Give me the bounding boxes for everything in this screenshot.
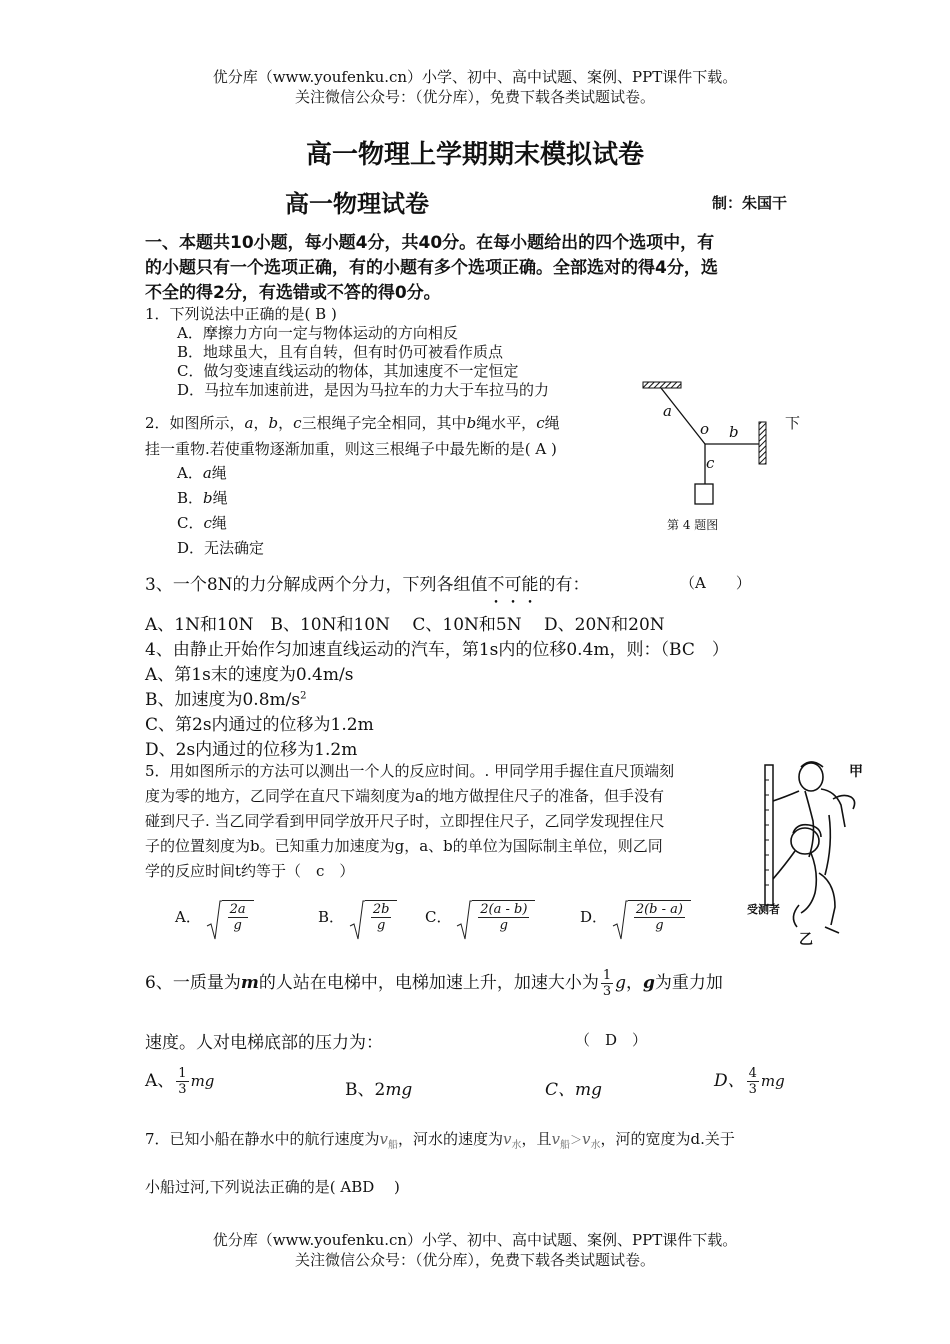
question-2-option: C．c绳 xyxy=(177,514,227,532)
weight-block xyxy=(695,484,713,504)
question-6-stem-line-2: 速度。人对电梯底部的压力为： xyxy=(145,1033,383,1053)
question-5-line: 5．用如图所示的方法可以测出一个人的反应时间。. 甲同学用手握住直尺顶端刻 xyxy=(145,762,675,780)
question-1-option: B．地球虽大，且有自转，但有时仍可被看作质点 xyxy=(177,343,504,361)
question-5-line: 学的反应时间t约等于（ c ） xyxy=(145,862,355,880)
question-3-stem: 3、一个8N的力分解成两个分力，下列各组值不可能的有： xyxy=(145,575,590,595)
figure-caption: 第 4 题图 xyxy=(667,518,719,532)
question-2-option: B．b绳 xyxy=(177,489,228,507)
question-7-stem-line-2: 小船过河,下列说法正确的是( ABD ) xyxy=(145,1178,400,1196)
label-a: a xyxy=(663,402,672,420)
header-line-2: 关注微信公众号：（优分库），免费下载各类试题试卷。 xyxy=(294,88,655,106)
question-2-stem-tail: 下 xyxy=(785,414,801,432)
question-6-option-a: A、 $\frac{1}{3}$ mg xyxy=(145,1066,215,1097)
question-4-option: D、2s内通过的位移为1.2m xyxy=(145,740,358,760)
question-6-answer: （ D ） xyxy=(575,1031,648,1049)
rope-diagram-svg xyxy=(635,378,775,538)
question-5-line: 碰到尺子. 当乙同学看到甲同学放开尺子时，立即捏住尺子，乙同学发现捏住尺 xyxy=(145,812,665,830)
ruler xyxy=(765,765,773,905)
question-1-option: D．马拉车加速前进，是因为马拉车的力大于车拉马的力 xyxy=(177,381,550,399)
question-5-line: 度为零的地方，乙同学在直尺下端刻度为a的地方做捏住尺子的准备，但手没有 xyxy=(145,787,664,805)
label-c: c xyxy=(706,454,715,472)
question-4-option: A、第1s末的速度为0.4m/s xyxy=(145,665,354,685)
footer-line-2: 关注微信公众号：（优分库），免费下载各类试题试卷。 xyxy=(294,1251,655,1269)
question-1-stem: 1．下列说法中正确的是( B ) xyxy=(145,305,337,323)
question-6-option-b: B、2mg xyxy=(345,1080,413,1100)
label-b: b xyxy=(729,423,739,441)
person-yi xyxy=(773,825,839,933)
reaction-time-illustration xyxy=(745,755,865,948)
question-2-stem-line-1: 2．如图所示，a，b，c三根绳子完全相同，其中b绳水平，c绳 xyxy=(145,414,560,432)
label-tester: 受测者 xyxy=(747,903,780,916)
section-instructions-line-1: 一、本题共10小题，每小题4分，共40分。在每小题给出的四个选项中，有 xyxy=(145,233,715,253)
section-instructions-line-2: 的小题只有一个选项正确，有的小题有多个选项正确。全部选对的得4分，选 xyxy=(145,258,718,278)
question-6-stem-line-1: 6、一质量为m的人站在电梯中，电梯加速上升，加速大小为 $\frac{1}{3}$ g，g为重力加 xyxy=(145,968,723,999)
question-2-stem-line-2: 挂一重物.若使重物逐渐加重，则这三根绳子中最先断的是( A ) xyxy=(145,440,557,458)
label-yi: 乙 xyxy=(799,932,813,948)
section-instructions-line-3: 不全的得2分，有选错或不答的得0分。 xyxy=(145,283,441,303)
question-6-option-d: D、 $\frac{4}{3}$ mg xyxy=(714,1066,785,1097)
wall-support xyxy=(759,422,766,464)
question-2-option: D．无法确定 xyxy=(177,539,265,557)
question-5-option-a: A． $\frac{2a}{g}$ xyxy=(175,900,254,933)
rope-diagram xyxy=(635,378,775,538)
question-5-option-d: D． $\frac{2(b - a)}{g}$ xyxy=(580,900,691,933)
question-4-stem: 4、由静止开始作匀加速直线运动的汽车，第1s内的位移0.4m，则：（BC ） xyxy=(145,640,729,660)
ceiling-support xyxy=(643,382,681,388)
question-1-option: A．摩擦力方向一定与物体运动的方向相反 xyxy=(177,324,458,342)
author: 制：朱国干 xyxy=(712,194,788,212)
question-4-option: B、加速度为$0.8m/s^2$ xyxy=(145,690,307,710)
page-title: 高一物理上学期期末模拟试卷 xyxy=(305,140,644,170)
question-5-option-c: C． $\frac{2(a - b)}{g}$ xyxy=(425,900,535,933)
page-subtitle: 高一物理试卷 xyxy=(285,190,429,218)
question-5-option-b: B． $\frac{2b}{g}$ xyxy=(318,900,397,933)
label-o: o xyxy=(700,420,710,438)
label-jia: 甲 xyxy=(849,764,863,780)
question-1-option: C．做匀变速直线运动的物体，其加速度不一定恒定 xyxy=(177,362,519,380)
person-jia xyxy=(773,762,855,875)
header-line-1: 优分库（www.youfenku.cn）小学、初中、高中试题、案例、PPT课件下载。 xyxy=(212,68,738,86)
question-7-stem-line-1: 7．已知小船在静水中的航行速度为$v_船$，河水的速度为$v_水$，且$v_船>v_水$，河的宽度为d.关于 xyxy=(145,1130,735,1151)
question-4-option: C、第2s内通过的位移为1.2m xyxy=(145,715,374,735)
question-3-answer: （A ） xyxy=(680,574,751,592)
question-5-line: 子的位置刻度为b。已知重力加速度为g，a、b的单位为国际制主单位，则乙同 xyxy=(145,837,663,855)
footer-line-1: 优分库（www.youfenku.cn）小学、初中、高中试题、案例、PPT课件下载。 xyxy=(212,1231,738,1249)
question-3-options: A、1N和10N B、10N和10N C、10N和5N D、20N和20N xyxy=(145,615,665,635)
question-2-option: A．a绳 xyxy=(177,464,227,482)
question-6-option-c: C、mg xyxy=(545,1080,603,1100)
